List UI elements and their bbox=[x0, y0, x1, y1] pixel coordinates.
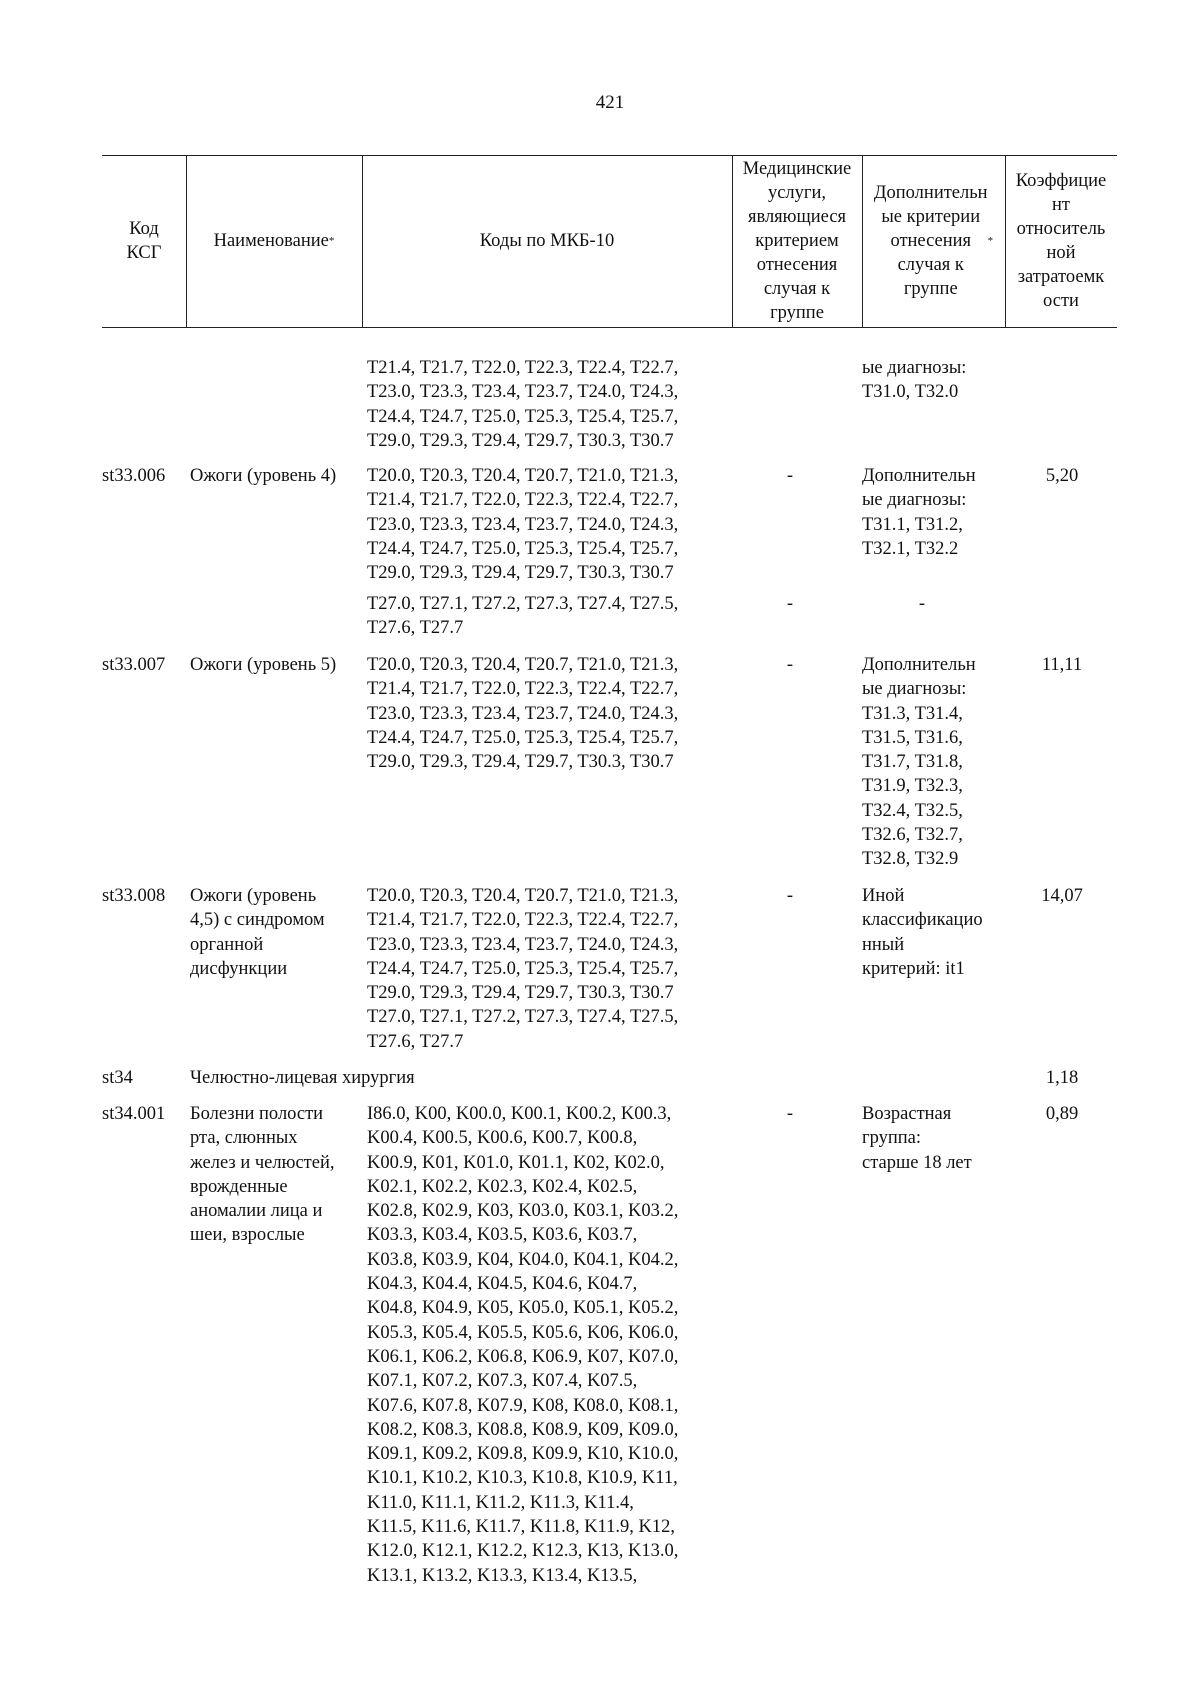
row-medical-services: - bbox=[786, 655, 794, 675]
row-code: st33.008 bbox=[102, 886, 166, 906]
row-code: st34 bbox=[102, 1068, 133, 1088]
row-medical-services: - bbox=[786, 1104, 794, 1124]
row-name: Болезни полости рта, слюнных желез и челюстей, врожденные аномалии лица и шеи, взрослые bbox=[190, 1104, 335, 1246]
row-extra-criteria: Возрастная группа: старше 18 лет bbox=[862, 1104, 972, 1173]
row-code: st34.001 bbox=[102, 1104, 166, 1124]
header-name-mark: * bbox=[328, 235, 335, 247]
row-coefficient: 11,11 bbox=[1041, 655, 1083, 675]
row-icd-codes: T20.0, T20.3, T20.4, T20.7, T21.0, T21.3, T21.4, T21.7, T22.0, T22.3, T22.4, T22.7, T23.0, T23.3, T23.4, T23.7, T24.0, T24.3, T24.4, T24.7, T25.0, T25.3, T25.4, T25.7, T29.0, T29.3, T29.4, T29.7, T30.3, T30.7 bbox=[367, 466, 679, 584]
row-icd-codes: I86.0, K00, K00.0, K00.1, K00.2, K00.3, K00.4, K00.5, K00.6, K00.7, K00.8, K00.9, K01, K01.0, K01.1, K02, K02.0, K02.1, K02.2, K02.3, K02.4, K02.5, K02.8, K02.9, K03, K03.0, K03.1, K03.2, K03.3, K03.4, K03.5, K03.6, K03.7, K03.8, K03.9, K04, K04.0, K04.1, K04.2, K04.3, K04.4, K04.5, K04.6, K04.7, K04.8, K04.9, K05, K05.0, K05.1, K05.2, K05.3, K05.4, K05.5, K05.6, K06, K06.0, K06.1, K06.2, K06.8, K06.9, K07, K07.0, K07.1, K07.2, K07.3, K07.4, K07.5, K07.6, K07.8, K07.9, K08, K08.0, K08.1, K08.2, K08.3, K08.8, K08.9, K09, K09.0, K09.1, K09.2, K09.8, K09.9, K10, K10.0, K10.1, K10.2, K10.3, K10.8, K10.9, K11, K11.0, K11.1, K11.2, K11.3, K11.4, K11.5, K11.6, K11.7, K11.8, K11.9, K12, K12.0, K12.1, K12.2, K12.3, K13, K13.0, K13.1, K13.2, K13.3, K13.4, K13.5, bbox=[367, 1104, 679, 1586]
header-coefficient: Коэффицие нт относитель ной затратоемк ости bbox=[1015, 171, 1107, 311]
row-extra-criteria: ые диагнозы: T31.0, T32.0 bbox=[862, 358, 967, 403]
page-number: 421 bbox=[595, 92, 625, 113]
header-medical-services: Медицинские услуги, являющиеся критерием отнесения случая к группе bbox=[742, 159, 852, 323]
row-name: Ожоги (уровень 4,5) с синдромом органной дисфункции bbox=[190, 886, 325, 979]
header-extra-criteria: Дополнительн ые критерии отнесения случая к группе * bbox=[873, 183, 994, 299]
section-title: Челюстно-лицевая хирургия bbox=[190, 1068, 415, 1088]
row-medical-services: - bbox=[786, 594, 794, 614]
row-icd-codes: T20.0, T20.3, T20.4, T20.7, T21.0, T21.3, T21.4, T21.7, T22.0, T22.3, T22.4, T22.7, T23.0, T23.3, T23.4, T23.7, T24.0, T24.3, T24.4, T24.7, T25.0, T25.3, T25.4, T25.7, T29.0, T29.3, T29.4, T29.7, T30.3, T30.7 bbox=[367, 655, 679, 773]
row-extra-criteria: Дополнительн ые диагнозы: T31.1, T31.2, T32.1, T32.2 bbox=[862, 466, 976, 559]
row-coefficient: 14,07 bbox=[1041, 886, 1083, 906]
row-code: st33.006 bbox=[102, 466, 166, 486]
header-bottom-rule bbox=[102, 327, 1117, 328]
header-icd-codes: Коды по МКБ-10 bbox=[479, 231, 615, 251]
row-name: Ожоги (уровень 5) bbox=[190, 655, 337, 675]
row-code: st33.007 bbox=[102, 655, 166, 675]
row-name: Ожоги (уровень 4) bbox=[190, 466, 337, 486]
row-coefficient: 0,89 bbox=[1045, 1104, 1079, 1124]
header-code: Код КСГ bbox=[126, 219, 162, 263]
row-icd-codes: T27.0, T27.1, T27.2, T27.3, T27.4, T27.5, T27.6, T27.7 bbox=[367, 594, 679, 639]
row-medical-services: - bbox=[786, 886, 794, 906]
header-name: Наименование * bbox=[213, 231, 335, 251]
row-coefficient: 5,20 bbox=[1045, 466, 1079, 486]
row-icd-codes: T21.4, T21.7, T22.0, T22.3, T22.4, T22.7, T23.0, T23.3, T23.4, T23.7, T24.0, T24.3, T24.4, T24.7, T25.0, T25.3, T25.4, T25.7, T29.0, T29.3, T29.4, T29.7, T30.3, T30.7 bbox=[367, 358, 679, 451]
row-extra-criteria: Дополнительн ые диагнозы: T31.3, T31.4, T31.5, T31.6, T31.7, T31.8, T31.9, T32.3, T32.4, T32.5, T32.6, T32.7, T32.8, T32.9 bbox=[862, 655, 976, 870]
row-icd-codes: T20.0, T20.3, T20.4, T20.7, T21.0, T21.3, T21.4, T21.7, T22.0, T22.3, T22.4, T22.7, T23.0, T23.3, T23.4, T23.7, T24.0, T24.3, T24.4, T24.7, T25.0, T25.3, T25.4, T25.7, T29.0, T29.3, T29.4, T29.7, T30.3, T30.7 T27.0, T27.1, T27.2, T27.3, T27.4, T27.5, T27.6, T27.7 bbox=[367, 886, 679, 1052]
header-extra-criteria-mark: * bbox=[987, 235, 994, 247]
row-extra-criteria: Иной классификацио нный критерий: it1 bbox=[862, 886, 983, 979]
row-coefficient: 1,18 bbox=[1045, 1068, 1079, 1088]
row-medical-services: - bbox=[786, 466, 794, 486]
row-extra-criteria: - bbox=[918, 594, 926, 614]
